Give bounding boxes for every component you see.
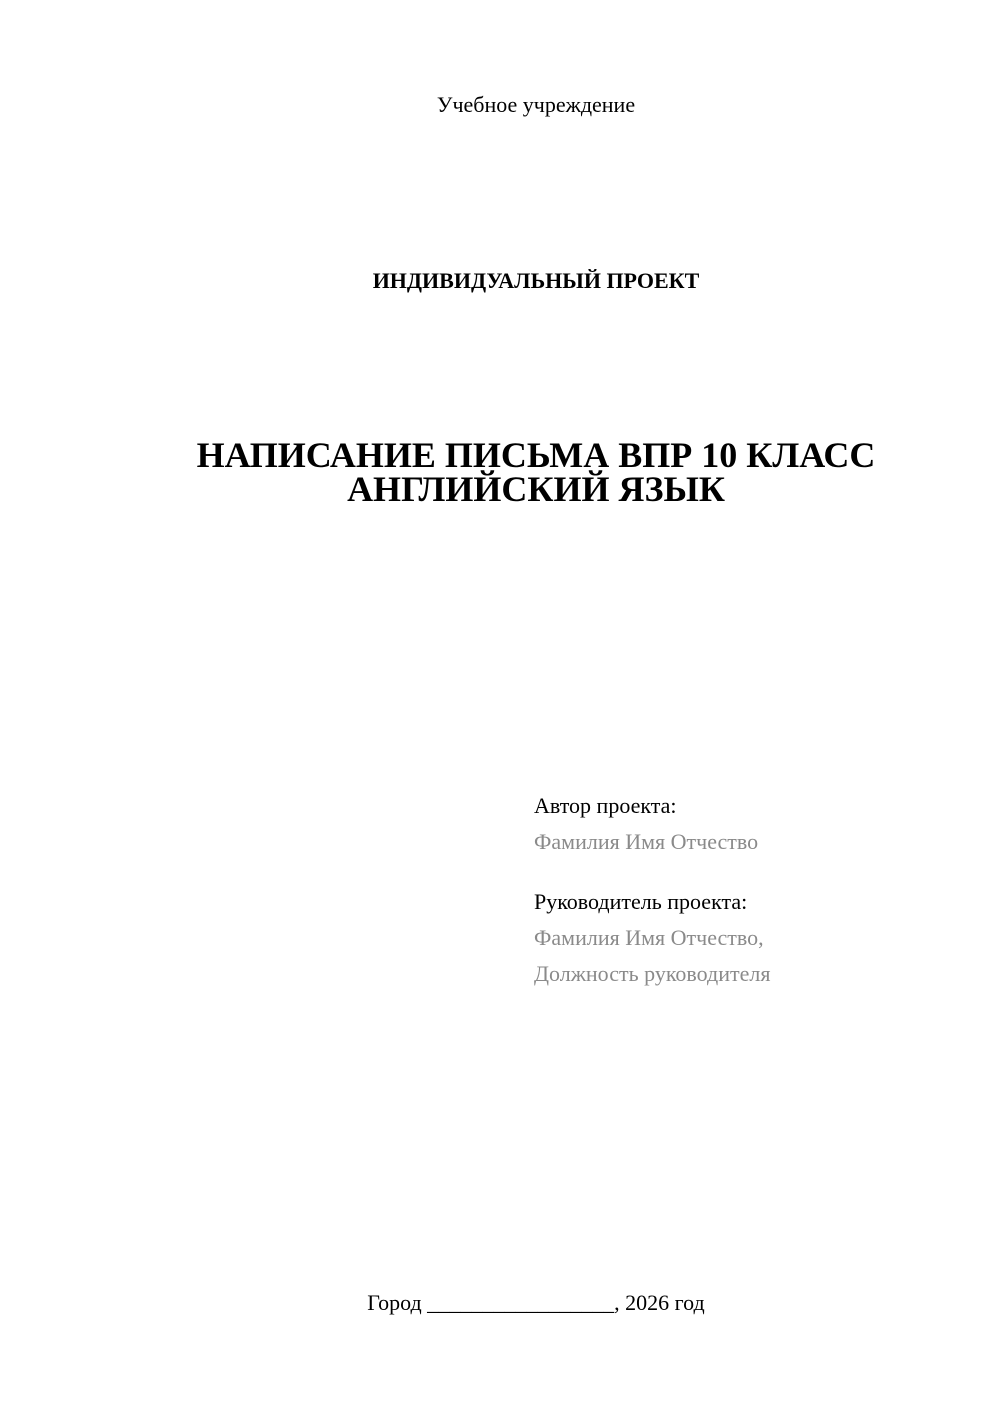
project-title-line-1: НАПИСАНИЕ ПИСЬМА ВПР 10 КЛАСС [196, 435, 876, 475]
institution-name: Учебное учреждение [436, 92, 636, 117]
author-label: Автор проекта: [534, 793, 677, 818]
supervisor-name: Фамилия Имя Отчество, [534, 925, 764, 950]
spacer [534, 860, 770, 884]
supervisor-label: Руководитель проекта: [534, 889, 748, 914]
project-type-heading: ИНДИВИДУАЛЬНЫЙ ПРОЕКТ [372, 268, 700, 293]
project-title-line-2: АНГЛИЙСКИЙ ЯЗЫК [347, 469, 725, 509]
project-title [0, 435, 1000, 509]
supervisor-position: Должность руководителя [534, 961, 771, 986]
project-people-block [534, 788, 770, 992]
author-name: Фамилия Имя Отчество [534, 829, 759, 854]
city-year-line: Город _________________, 2026 год [367, 1290, 705, 1315]
